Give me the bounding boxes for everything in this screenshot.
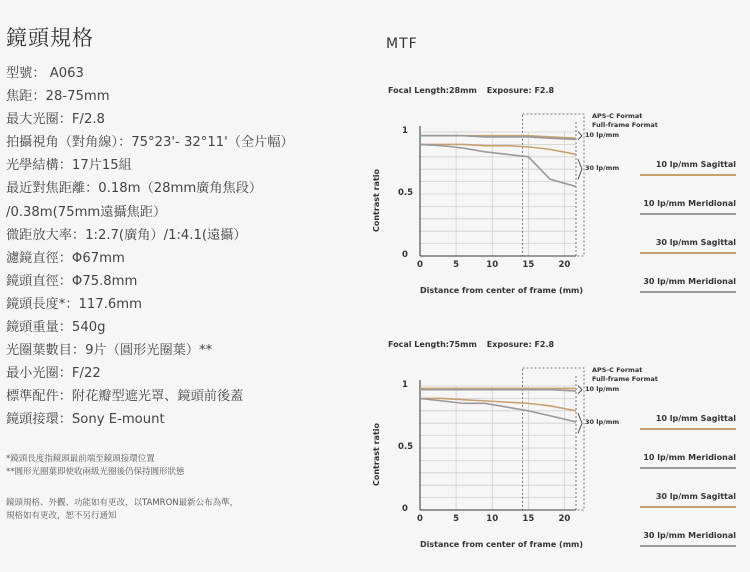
legend-swatch [640,428,736,430]
mtf-chart-75mm [372,340,750,570]
x-tick-label: 5 [453,260,460,270]
mtf-chart-28mm [372,86,750,316]
full-frame-format-label: Full-frame Format [592,375,658,383]
x-tick-label: 15 [522,260,535,270]
spec-line: 焦距：28-75mm [6,89,110,105]
x-tick-label: 15 [522,514,535,524]
legend-label: 10 lp/mm Meridional [643,453,736,462]
spec-line: 光圈葉數目：9片（圓形光圈葉）** [6,343,213,359]
x-tick-label: 20 [558,514,571,524]
series-line [420,144,576,186]
spec-line: 最小光圈：F/22 [6,366,101,382]
spec-line: 鏡頭接環：Sony E-mount [6,412,165,428]
y-tick-label: 0 [402,250,408,260]
spec-line: 鏡頭直徑：Φ75.8mm [6,273,138,289]
legend-swatch [640,467,736,469]
lp30-label: 30 lp/mm [585,418,620,427]
spec-line: 型號： A063 [6,66,84,81]
lp10-arrow [578,386,582,394]
legend-label: 10 lp/mm Sagittal [655,414,736,423]
spec-line: 光學結構：17片15組 [6,158,132,174]
spec-line: 鏡頭長度*：117.6mm [6,296,142,312]
legend-swatch [640,213,736,215]
exposure-label: Exposure: F2.8 [486,340,555,349]
legend-item [640,490,740,526]
spec-line: 最近對焦距離：0.18m（28mm廣角焦段） [6,181,263,197]
note-line: 鏡頭規格、外觀、功能如有更改，以TAMRON最新公布為準， [6,498,239,508]
y-tick-label: 1 [402,126,408,136]
legend-swatch [640,506,736,508]
legend-swatch [640,291,736,293]
y-axis-label: Contrast ratio [372,168,381,232]
spec-title: 鏡頭規格 [6,26,94,50]
legend-item [640,529,740,565]
x-tick-label: 5 [453,514,460,524]
spec-line: 拍攝視角（對角線）：75°23'- 32°11'（全片幅） [6,135,294,151]
focal-length-label: Focal Length:75mm [388,340,477,349]
spec-list [6,62,294,432]
y-tick-label: 0.5 [398,442,414,452]
legend-item [640,451,740,487]
legend-swatch [640,252,736,254]
spec-line: 微距放大率：1:2.7(廣角）/1:4.1(遠攝） [6,227,247,243]
spec-line: 標準配件：附花瓣型遮光罩、鏡頭前後蓋 [6,389,244,405]
legend-label: 30 lp/mm Sagittal [655,238,736,247]
apsc-format-label: APS-C Format [592,366,643,374]
series-line [420,398,576,410]
legend-item [640,236,740,272]
legend-label: 10 lp/mm Sagittal [655,160,736,169]
x-tick-label: 10 [486,260,499,270]
legend-label: 10 lp/mm Meridional [643,199,736,208]
footnotes [6,453,185,479]
exposure-label: Exposure: F2.8 [486,86,555,95]
x-tick-label: 20 [558,260,571,270]
lp30-arrow [578,413,582,433]
legend-item [640,412,740,448]
series-line [420,390,576,391]
legend-item [640,275,740,311]
legend-item [640,158,740,194]
disclaimer [6,497,238,523]
y-tick-label: 0.5 [398,188,414,198]
spec-line: 最大光圈：F/2.8 [6,112,105,128]
mtf-title: MTF [386,36,418,52]
x-tick-label: 0 [417,514,423,524]
y-tick-label: 1 [402,380,408,390]
spec-line: 濾鏡直徑：Φ67mm [6,250,125,266]
full-frame-format-label: Full-frame Format [592,121,658,129]
x-tick-label: 0 [417,260,423,270]
x-axis-label: Distance from center of frame (mm) [420,540,584,549]
lp10-label: 10 lp/mm [585,384,620,393]
legend-swatch [640,545,736,547]
series-line [420,136,576,140]
focal-length-label: Focal Length:28mm [388,86,477,95]
x-tick-label: 10 [486,514,499,524]
apsc-format-label: APS-C Format [592,112,643,120]
lp10-label: 10 lp/mm [585,130,620,139]
note-line: *鏡頭長度指鏡頭最前端至鏡頭接環位置 [6,454,155,464]
note-line: 規格如有更改，恕不另行通知 [6,511,117,521]
lp30-label: 30 lp/mm [585,164,620,173]
y-tick-label: 0 [402,504,408,514]
lp30-arrow [578,159,582,179]
legend-item [640,197,740,233]
legend-label: 30 lp/mm Meridional [643,277,736,286]
y-axis-label: Contrast ratio [372,422,381,486]
note-line: **圓形光圈葉即使收兩級光圈後仍保持圓形狀態 [6,467,185,477]
legend-swatch [640,174,736,176]
x-axis-label: Distance from center of frame (mm) [420,286,584,295]
spec-line: 鏡頭重量：540g [6,320,106,336]
legend-label: 30 lp/mm Sagittal [655,492,736,501]
spec-line: /0.38m(75mm遠攝焦距） [6,204,167,220]
legend-label: 30 lp/mm Meridional [643,531,736,540]
lp10-arrow [578,132,582,140]
